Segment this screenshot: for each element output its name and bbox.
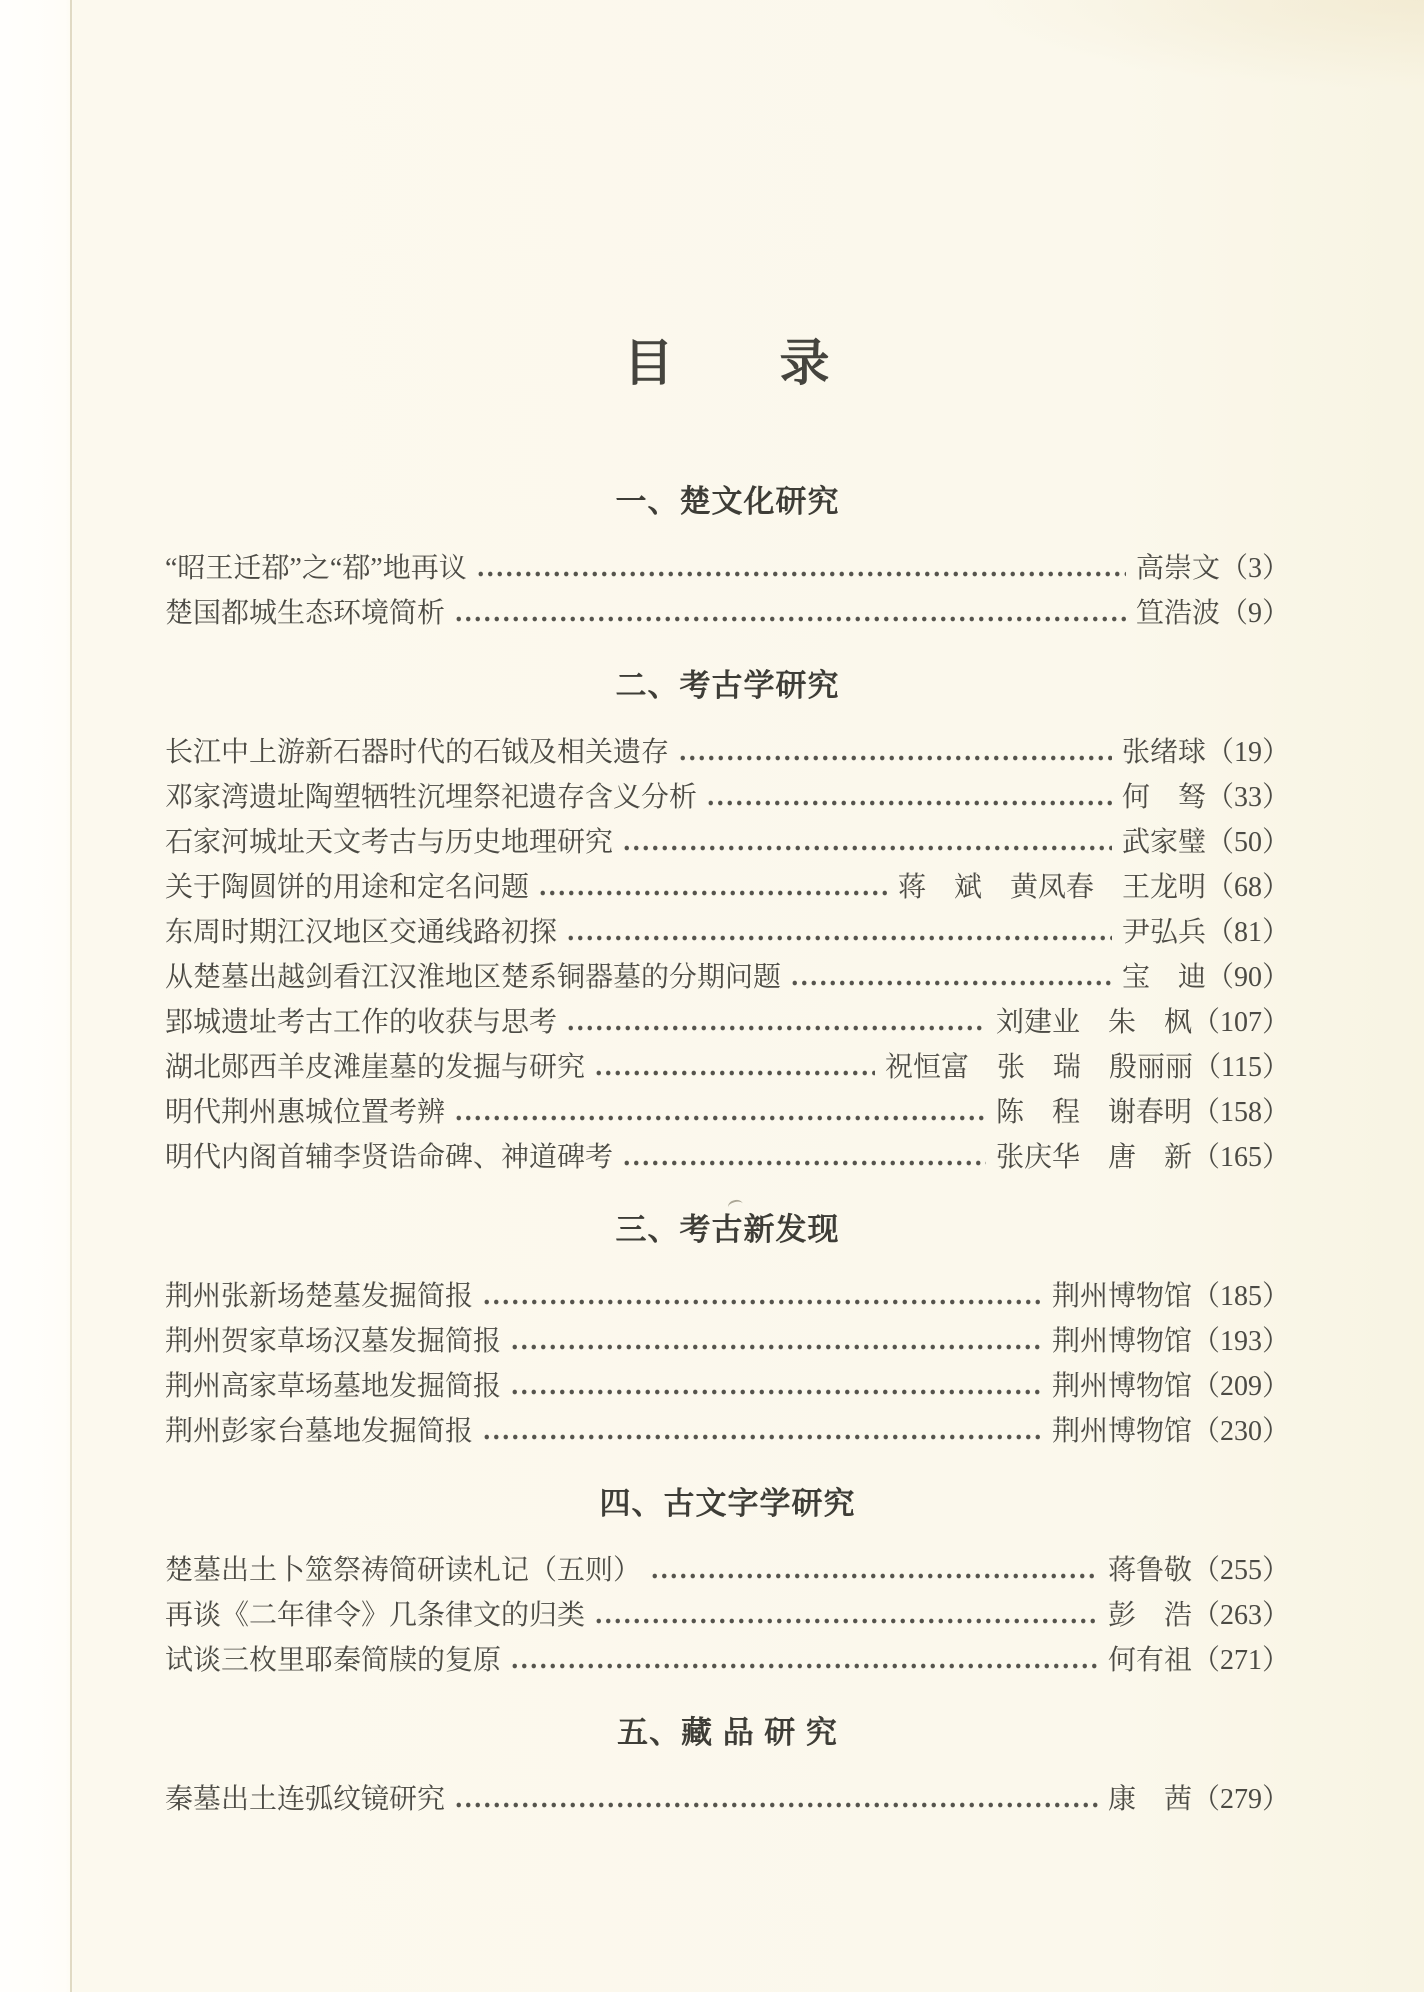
entry-authors-page xyxy=(1052,1409,1290,1454)
toc-entry xyxy=(165,1409,1290,1454)
entry-title: 明代荆州惠城位置考辨 xyxy=(165,1097,446,1128)
entry-authors-page xyxy=(1136,546,1290,591)
entry-page-number: （68） xyxy=(1205,872,1290,903)
entry-page-number: （90） xyxy=(1205,962,1290,993)
toc-entry xyxy=(165,1135,1290,1180)
entry-page-number: （115） xyxy=(1193,1052,1290,1083)
entry-authors-page xyxy=(1122,730,1290,775)
entry-authors: 刘建业 朱 枫 xyxy=(995,1007,1192,1038)
entry-authors-page xyxy=(1052,1364,1290,1409)
dot-leader xyxy=(790,955,1112,1000)
toc-entry xyxy=(165,910,1290,955)
toc-entry xyxy=(165,1638,1290,1683)
entry-authors-page xyxy=(1052,1319,1290,1364)
toc-entry xyxy=(165,730,1290,775)
entry-page-number: （209） xyxy=(1191,1371,1290,1402)
dot-leader xyxy=(650,1548,1098,1593)
entry-title: 荆州张新场楚墓发掘简报 xyxy=(165,1281,474,1312)
toc-entry xyxy=(165,1090,1290,1135)
entry-authors: 高崇文 xyxy=(1135,553,1220,584)
entry-page-number: （263） xyxy=(1191,1600,1290,1631)
entry-authors: 康 茜 xyxy=(1107,1784,1192,1815)
entry-authors: 张庆华 唐 新 xyxy=(995,1142,1192,1173)
entry-authors: 荆州博物馆 xyxy=(1051,1326,1192,1357)
entry-page-number: （81） xyxy=(1205,917,1290,948)
section-entries xyxy=(165,1274,1290,1454)
entry-page-number: （230） xyxy=(1191,1416,1290,1447)
dot-leader xyxy=(594,1593,1098,1638)
dot-leader xyxy=(594,1045,875,1090)
dot-leader xyxy=(510,1319,1042,1364)
entry-authors-page xyxy=(996,1000,1290,1045)
entry-authors: 彭 浩 xyxy=(1107,1600,1192,1631)
entry-title: 东周时期江汉地区交通线路初探 xyxy=(165,917,558,948)
entry-authors: 荆州博物馆 xyxy=(1051,1281,1192,1312)
entry-page-number: （50） xyxy=(1205,827,1290,858)
entry-page-number: （107） xyxy=(1191,1007,1290,1038)
entry-authors: 宝 迪 xyxy=(1121,962,1206,993)
entry-title: 秦墓出土连弧纹镜研究 xyxy=(165,1784,446,1815)
dot-leader xyxy=(454,591,1126,636)
entry-title: 关于陶圆饼的用途和定名问题 xyxy=(165,872,530,903)
toc-entry xyxy=(165,591,1290,636)
entry-title: 湖北郧西羊皮滩崖墓的发掘与研究 xyxy=(165,1052,586,1083)
entry-title: 邓家湾遗址陶塑牺牲沉埋祭祀遗存含义分析 xyxy=(165,782,698,813)
entry-authors-page xyxy=(885,1045,1290,1090)
toc-entry xyxy=(165,1364,1290,1409)
entry-authors: 尹弘兵 xyxy=(1121,917,1206,948)
entry-authors: 何 驽 xyxy=(1121,782,1206,813)
dot-leader xyxy=(678,730,1112,775)
dot-leader xyxy=(706,775,1112,820)
dot-leader xyxy=(454,1090,986,1135)
entry-page-number: （255） xyxy=(1191,1555,1290,1586)
page-fold-edge xyxy=(70,0,72,1992)
toc-entry xyxy=(165,1274,1290,1319)
section-entries xyxy=(165,1548,1290,1683)
entry-authors-page xyxy=(1122,820,1290,865)
entry-title: 明代内阁首辅李贤诰命碑、神道碑考 xyxy=(165,1142,614,1173)
entry-title: 楚国都城生态环境简析 xyxy=(165,598,446,629)
toc-entry xyxy=(165,820,1290,865)
dot-leader xyxy=(482,1274,1042,1319)
entry-page-number: （9） xyxy=(1219,598,1290,629)
entry-authors: 何有祖 xyxy=(1107,1645,1192,1676)
section-heading: 三、考古新发现 xyxy=(615,1212,840,1247)
entry-title: 长江中上游新石器时代的石钺及相关遗存 xyxy=(165,737,670,768)
entry-page-number: （279） xyxy=(1191,1784,1290,1815)
entry-authors-page xyxy=(1108,1548,1290,1593)
entry-title: 从楚墓出越剑看江汉淮地区楚系铜器墓的分期问题 xyxy=(165,962,782,993)
dot-leader xyxy=(510,1638,1098,1683)
toc-entry xyxy=(165,1777,1290,1822)
entry-authors: 荆州博物馆 xyxy=(1051,1416,1192,1447)
toc-entry xyxy=(165,865,1290,910)
dot-leader xyxy=(510,1364,1042,1409)
toc-entry xyxy=(165,1045,1290,1090)
entry-authors: 荆州博物馆 xyxy=(1051,1371,1192,1402)
entry-title: 试谈三枚里耶秦简牍的复原 xyxy=(165,1645,502,1676)
dot-leader xyxy=(566,910,1112,955)
entry-authors: 武家璧 xyxy=(1121,827,1206,858)
section-heading: 五、藏 品 研 究 xyxy=(617,1715,838,1750)
section-entries xyxy=(165,730,1290,1180)
toc-entry xyxy=(165,1593,1290,1638)
entry-authors-page xyxy=(996,1090,1290,1135)
toc-sections xyxy=(165,485,1290,1822)
entry-page-number: （271） xyxy=(1191,1645,1290,1676)
section-heading: 一、楚文化研究 xyxy=(615,484,840,519)
entry-page-number: （158） xyxy=(1191,1097,1290,1128)
entry-page-number: （165） xyxy=(1191,1142,1290,1173)
entry-authors-page xyxy=(1108,1638,1290,1683)
toc-entry xyxy=(165,955,1290,1000)
toc-entry xyxy=(165,1548,1290,1593)
entry-title: 石家河城址天文考古与历史地理研究 xyxy=(165,827,614,858)
toc-entry xyxy=(165,1319,1290,1364)
entry-page-number: （19） xyxy=(1205,737,1290,768)
dot-leader xyxy=(622,1135,986,1180)
entry-authors-page xyxy=(996,1135,1290,1180)
page-title: 目 录 xyxy=(623,335,832,391)
toc-entry xyxy=(165,775,1290,820)
toc-content xyxy=(165,0,1290,1822)
entry-page-number: （193） xyxy=(1191,1326,1290,1357)
section-entries xyxy=(165,546,1290,636)
entry-title: 再谈《二年律令》几条律文的归类 xyxy=(165,1600,586,1631)
section-heading: 二、考古学研究 xyxy=(615,668,840,703)
entry-title: 楚墓出土卜筮祭祷简研读札记（五则） xyxy=(165,1555,642,1586)
entry-authors: 祝恒富 张 瑞 殷丽丽 xyxy=(885,1052,1194,1083)
dot-leader xyxy=(538,865,888,910)
toc-entry xyxy=(165,1000,1290,1045)
entry-authors-page xyxy=(1108,1593,1290,1638)
entry-authors-page xyxy=(898,865,1290,910)
dot-leader xyxy=(476,546,1126,591)
entry-authors: 蒋 斌 黄凤春 王龙明 xyxy=(897,872,1206,903)
entry-authors-page xyxy=(1108,1777,1290,1822)
entry-authors: 笪浩波 xyxy=(1135,598,1220,629)
entry-title: 荆州彭家台墓地发掘简报 xyxy=(165,1416,474,1447)
entry-title: 荆州高家草场墓地发掘简报 xyxy=(165,1371,502,1402)
entry-authors-page xyxy=(1052,1274,1290,1319)
toc-entry xyxy=(165,546,1290,591)
section-heading: 四、古文字学研究 xyxy=(599,1486,856,1521)
entry-authors-page xyxy=(1122,775,1290,820)
entry-authors-page xyxy=(1122,955,1290,1000)
entry-page-number: （3） xyxy=(1219,553,1290,584)
entry-title: “昭王迁鄀”之“鄀”地再议 xyxy=(165,553,467,584)
dot-leader xyxy=(482,1409,1042,1454)
entry-authors: 蒋鲁敬 xyxy=(1107,1555,1192,1586)
entry-authors-page xyxy=(1122,910,1290,955)
entry-title: 郢城遗址考古工作的收获与思考 xyxy=(165,1007,558,1038)
entry-title: 荆州贺家草场汉墓发掘简报 xyxy=(165,1326,502,1357)
section-entries xyxy=(165,1777,1290,1822)
dot-leader xyxy=(454,1777,1098,1822)
dot-leader xyxy=(566,1000,986,1045)
entry-authors: 张绪球 xyxy=(1121,737,1206,768)
dot-leader xyxy=(622,820,1112,865)
entry-authors-page xyxy=(1136,591,1290,636)
entry-page-number: （185） xyxy=(1191,1281,1290,1312)
entry-authors: 陈 程 谢春明 xyxy=(995,1097,1192,1128)
entry-page-number: （33） xyxy=(1205,782,1290,813)
